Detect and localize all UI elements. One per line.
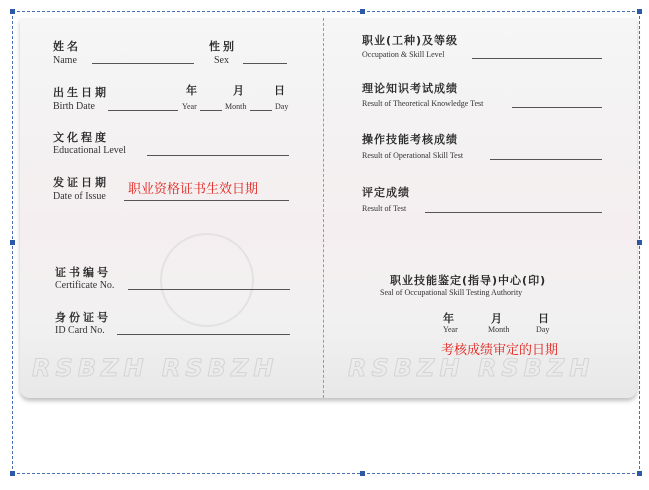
- certificate-no-label-cn: 证书编号: [55, 266, 111, 279]
- issue-date-annotation: 职业资格证书生效日期: [128, 182, 259, 197]
- name-label-en: Name: [53, 55, 77, 66]
- resize-handle-bottom-left[interactable]: [10, 471, 15, 476]
- certificate-no-label-en: Certificate No.: [55, 280, 115, 291]
- occupation-label-cn: 职业(工种)及等级: [362, 34, 459, 47]
- birth-month-line[interactable]: [200, 110, 222, 111]
- sex-label-cn: 性别: [209, 40, 237, 53]
- issue-date-field-line[interactable]: [124, 200, 289, 201]
- birth-month-en: Month: [225, 102, 247, 111]
- birth-year-en: Year: [182, 102, 197, 111]
- resize-handle-bottom-middle[interactable]: [360, 471, 365, 476]
- education-label-cn: 文化程度: [53, 131, 109, 144]
- sex-label-en: Sex: [214, 55, 229, 66]
- theory-label-en: Result of Theoretical Knowledge Test: [362, 99, 484, 108]
- occupation-label-en: Occupation & Skill Level: [362, 50, 445, 59]
- review-date-annotation: 考核成绩审定的日期: [441, 343, 559, 358]
- education-field-line[interactable]: [147, 155, 289, 156]
- birth-year-cn: 年: [186, 84, 200, 97]
- authority-label-en: Seal of Occupational Skill Testing Authority: [380, 288, 523, 297]
- sex-field-line[interactable]: [243, 63, 287, 64]
- skill-label-cn: 操作技能考核成绩: [362, 133, 458, 146]
- review-month-en: Month: [488, 325, 510, 334]
- rating-field-line[interactable]: [425, 212, 602, 213]
- id-card-field-line[interactable]: [117, 334, 290, 335]
- skill-label-en: Result of Operational Skill Test: [362, 151, 464, 160]
- resize-handle-top-left[interactable]: [10, 9, 15, 14]
- resize-handle-top-right[interactable]: [637, 9, 642, 14]
- resize-handle-middle-left[interactable]: [10, 240, 15, 245]
- faint-seal-mark: [160, 233, 254, 327]
- authority-label-cn: 职业技能鉴定(指导)中心(印): [390, 274, 547, 287]
- theory-label-cn: 理论知识考试成绩: [362, 82, 458, 95]
- skill-field-line[interactable]: [490, 159, 602, 160]
- left-watermark: RSBZH RSBZH: [32, 354, 279, 382]
- rating-label-cn: 评定成绩: [362, 186, 410, 199]
- birth-year-line[interactable]: [108, 110, 178, 111]
- name-field-line[interactable]: [92, 63, 194, 64]
- birth-day-en: Day: [275, 102, 289, 111]
- resize-handle-top-middle[interactable]: [360, 9, 365, 14]
- id-card-label-en: ID Card No.: [55, 325, 105, 336]
- birth-label-cn: 出生日期: [53, 86, 109, 99]
- right-watermark: RSBZH RSBZH: [348, 354, 595, 382]
- review-year-en: Year: [443, 325, 458, 334]
- review-day-cn: 日: [538, 312, 552, 325]
- name-label-cn: 姓名: [53, 40, 81, 53]
- page-fold-line: [323, 18, 324, 398]
- theory-field-line[interactable]: [512, 107, 602, 108]
- birth-month-cn: 月: [233, 84, 247, 97]
- certificate-no-field-line[interactable]: [128, 289, 290, 290]
- review-year-cn: 年: [443, 312, 457, 325]
- id-card-label-cn: 身份证号: [55, 311, 111, 324]
- issue-date-label-cn: 发证日期: [53, 176, 109, 189]
- birth-label-en: Birth Date: [53, 101, 95, 112]
- issue-date-label-en: Date of Issue: [53, 191, 106, 202]
- occupation-field-line[interactable]: [472, 58, 602, 59]
- certificate-document: [20, 18, 637, 398]
- rating-label-en: Result of Test: [362, 204, 407, 213]
- resize-handle-middle-right[interactable]: [637, 240, 642, 245]
- resize-handle-bottom-right[interactable]: [637, 471, 642, 476]
- education-label-en: Educational Level: [53, 145, 127, 156]
- birth-day-line[interactable]: [250, 110, 272, 111]
- review-month-cn: 月: [491, 312, 505, 325]
- review-day-en: Day: [536, 325, 550, 334]
- birth-day-cn: 日: [274, 84, 288, 97]
